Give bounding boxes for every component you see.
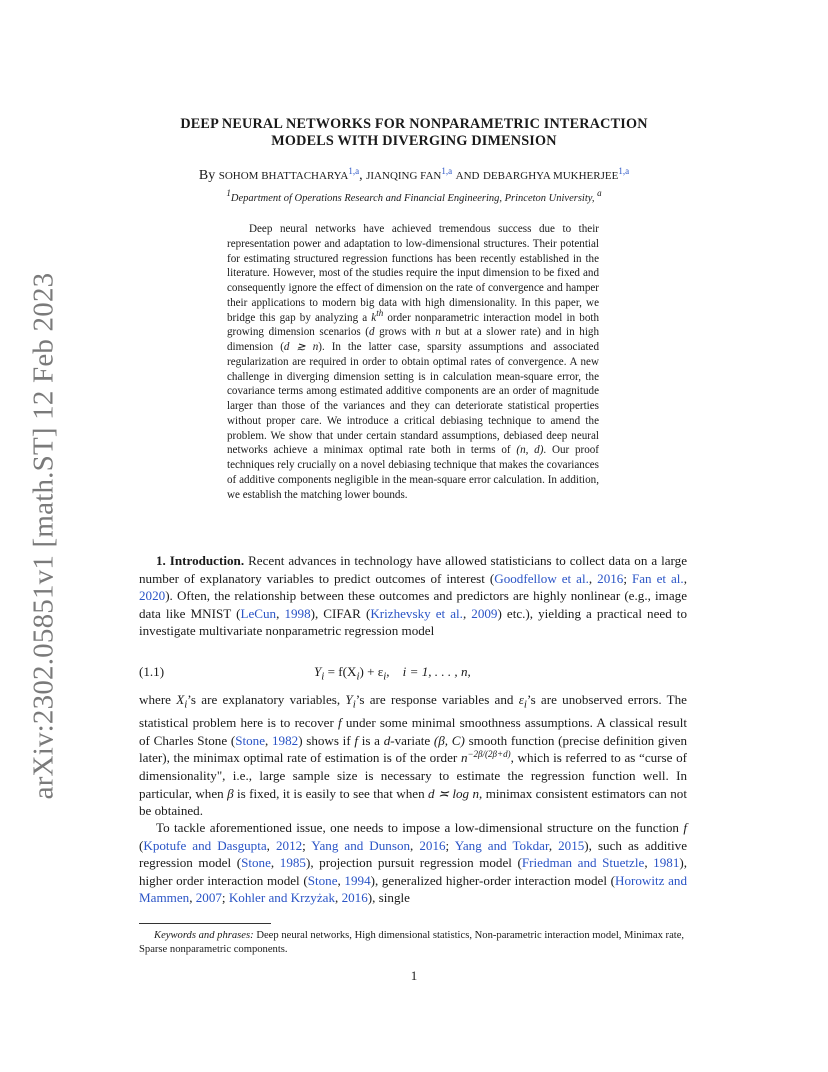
citation-link[interactable]: Kohler and Krzyżak bbox=[228, 890, 336, 906]
keywords-label: Keywords and phrases: bbox=[154, 930, 254, 941]
author-name: JIANQING FAN bbox=[366, 170, 442, 182]
affiliation bbox=[140, 188, 688, 204]
arxiv-identifier: arXiv:2302.05851v1 [math.ST] 12 Feb 2023 bbox=[27, 272, 60, 800]
abstract-text: but at a slower rate) and in high dimension ( bbox=[227, 326, 599, 353]
citation-link[interactable]: Krizhevsky et al. bbox=[370, 605, 463, 621]
abstract-text: grows with bbox=[374, 326, 436, 339]
affiliation-text: Department of Operations Research and Financial Engineering, Princeton University, bbox=[230, 193, 595, 204]
citation-link[interactable]: Stone bbox=[241, 855, 271, 871]
math-n: n bbox=[435, 326, 441, 339]
citation-year-link[interactable]: 1994 bbox=[344, 872, 371, 888]
keywords-footnote bbox=[139, 929, 687, 957]
citation-link[interactable]: LeCun bbox=[240, 605, 277, 621]
body-text: Recent advances in technology have allowed statisticians to collect data on a large number of explanatory variables to predict outcomes of interest ( bbox=[139, 553, 688, 586]
separator: , bbox=[359, 168, 363, 183]
page-number: 1 bbox=[410, 968, 418, 983]
citation-link[interactable]: Yang and Tokdar bbox=[454, 837, 549, 853]
abstract bbox=[227, 222, 599, 502]
citation-year-link[interactable]: 2016 bbox=[341, 890, 368, 906]
citation-link[interactable]: Goodfellow et al. bbox=[494, 570, 589, 586]
and-word: AND bbox=[455, 170, 480, 182]
affiliation-marker[interactable]: 1,a bbox=[441, 166, 453, 176]
citation-year-link[interactable]: 1981 bbox=[653, 855, 680, 871]
keywords-text: Deep neural networks, High dimensional statistics, Non-parametric interaction model, Minimax rate, Sparse nonparametric components. bbox=[139, 930, 685, 955]
math-k: k bbox=[371, 311, 377, 324]
citation-year-link[interactable]: 2020 bbox=[139, 588, 166, 604]
citation-year-link[interactable]: 1982 bbox=[272, 732, 299, 748]
equation-number: (1.1) bbox=[139, 664, 165, 679]
introduction-paragraph: 1. Introduction. Recent advances in technology have allowed statisticians to collect data on a large number of explanatory variables to predict outcomes of interest (Goodfellow et al., 2016; Fan et al., 2020). Often, the relationship between these outcomes and predictors are highly nonlinear (e.g., image data like MNIST (LeCun, 1998), CIFAR (Krizhevsky et al., 2009) etc.), yielding a practical need to investigate multivariate nonparametric regression model bbox=[139, 553, 688, 639]
affiliation-letter: a bbox=[597, 188, 602, 198]
by-word: By bbox=[198, 168, 216, 183]
math-n-d: (n, d) bbox=[516, 444, 544, 457]
citation-link[interactable]: Stone bbox=[307, 872, 338, 888]
author-name: DEBARGHYA MUKHERJEE bbox=[482, 170, 619, 182]
affiliation-marker[interactable]: 1,a bbox=[348, 166, 360, 176]
body-paragraph: where $X_i’s$ are explanatory variables, $Y_i’s$ are response variables and $\varepsilon_i’s$ are unobserved errors. The statistical problem here is to recover f under some minimal smoothness assumptions. A classical result of Charles Stone (Stone, 1982) shows if f is a d-variate (β, C) smooth function (precise definition given later), the minimax optimal rate of estimation is of the order $n^{-2\beta/(2\beta+d)}$, which is referred to as “curse of dimensionality", i.e., large sample size is necessary to estimate the regression function well. In particular, when β is fixed, it is easily to see that when d ≍ log n, minimax consistent estimators can not be obtained. bbox=[139, 692, 688, 819]
math-th: th bbox=[376, 307, 384, 318]
equation-1-1 bbox=[139, 664, 687, 682]
citation-year-link[interactable]: 2016 bbox=[597, 570, 624, 586]
author-list bbox=[140, 167, 688, 185]
citation-year-link[interactable]: 2016 bbox=[419, 837, 446, 853]
title-line-2: MODELS WITH DIVERGING DIMENSION bbox=[271, 133, 557, 149]
equation-body: $Y_i = f(X_i) + \varepsilon_i$, i = 1, . . . , n, bbox=[314, 664, 471, 683]
paper-title bbox=[140, 116, 688, 150]
citation-link[interactable]: Horowitz and Mammen bbox=[139, 872, 687, 906]
math-d: d bbox=[369, 326, 375, 339]
abstract-text: Deep neural networks have achieved tremendous success due to their representation power and adaptation to low-dimensional structures. Their potential for estimating structured regression functions has been recently established in the literature. However, most of the studies require the input dimension to be fixed and consequently ignore the effect of dimension on the rate of convergence and hamper their applications to modern big data with high dimensionality. In this paper, we bridge this gap by analyzing a bbox=[227, 223, 599, 324]
abstract-text: order nonparametric interaction model in both growing dimension scenarios ( bbox=[227, 311, 599, 339]
citation-link[interactable]: Stone bbox=[235, 732, 266, 748]
citation-year-link[interactable]: 2015 bbox=[558, 837, 585, 853]
title-line-1: DEEP NEURAL NETWORKS FOR NONPARAMETRIC INTERACTION bbox=[180, 116, 648, 132]
citation-link[interactable]: Kpotufe and Dasgupta bbox=[143, 837, 267, 853]
citation-link[interactable]: Fan et al. bbox=[631, 570, 684, 586]
author-name: SOHOM BHATTACHARYA bbox=[218, 170, 349, 182]
footnote-divider bbox=[139, 923, 271, 924]
body-paragraph: To tackle aforementioned issue, one needs to impose a low-dimensional structure on the function f (Kpotufe and Dasgupta, 2012; Yang and Dunson, 2016; Yang and Tokdar, 2015), such as additive regression model (Stone, 1985), projection pursuit regression model (Friedman and Stuetzle, 1981), higher order interaction model (Stone, 1994), generalized higher-order interaction model (Horowitz and Mammen, 2007; Kohler and Krzyżak, 2016), single bbox=[139, 820, 688, 906]
citation-year-link[interactable]: 2009 bbox=[471, 605, 498, 621]
citation-year-link[interactable]: 1985 bbox=[279, 855, 306, 871]
affiliation-number: 1 bbox=[226, 188, 231, 198]
citation-year-link[interactable]: 2012 bbox=[275, 837, 303, 853]
affiliation-marker[interactable]: 1,a bbox=[618, 166, 630, 176]
citation-year-link[interactable]: 1998 bbox=[284, 605, 311, 621]
abstract-text: . Our proof techniques rely crucially on a novel debiasing technique that makes the covariances of additive components negligible in the mean-square error calculation. In addition, we establish the matching lower bounds. bbox=[227, 444, 600, 501]
section-heading: 1. Introduction. bbox=[156, 553, 245, 568]
citation-link[interactable]: Friedman and Stuetzle bbox=[521, 855, 645, 871]
abstract-text: ). In the latter case, sparsity assumptions and associated regularization are required in order to obtain optimal rates of convergence. A new challenge in diverging dimension setting is in calculation mean-square error, the covariance terms among estimated additive components are an order of magnitude larger than those of the variances and they can deteriorate statistical properties without proper care. We introduce a critical debiasing technique to amend the problem. We show that under certain standard assumptions, debiased deep neural networks achieve a minimax optimal rate both in terms of bbox=[227, 341, 599, 457]
citation-year-link[interactable]: 2007 bbox=[195, 890, 222, 906]
citation-link[interactable]: Yang and Dunson bbox=[311, 837, 411, 853]
math-d-n: d ≳ n bbox=[283, 341, 319, 353]
